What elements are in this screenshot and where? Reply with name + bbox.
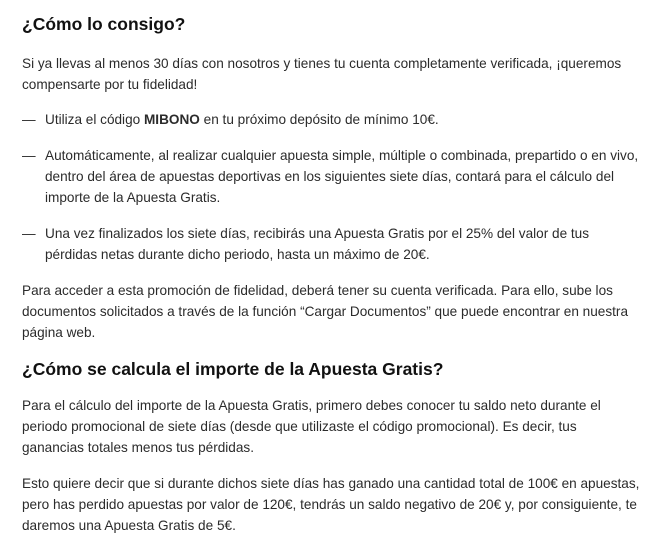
verification-paragraph: Para acceder a esta promoción de fidelidad, deberá tener su cuenta verificada. Para ello, sube los documentos solicitados a través de la función “Cargar Documentos” que puede encontrar en nuestra página web.: [22, 283, 629, 340]
list-item: [22, 145, 642, 208]
list-item-text: Una vez finalizados los siete días, recibirás una Apuesta Gratis por el 25% del valor de tus pérdidas netas durante dicho periodo, hasta un máximo de 20€.: [45, 226, 590, 262]
section-heading-how-to-get: ¿Cómo lo consigo?: [22, 14, 186, 34]
example-paragraph: Esto quiere decir que si durante dichos siete días has ganado una cantidad total de 100€ en apuestas, pero has perdido apuestas por valor de 120€, tendrás un saldo negativo de 20€ y, por consiguiente, te daremos una Apuesta Gratis de 5€.: [22, 476, 640, 533]
dash-bullet: —: [22, 226, 36, 241]
section-heading-calculation: ¿Cómo se calcula el importe de la Apuesta Gratis?: [22, 359, 444, 379]
list-item-text-after: en tu próximo depósito de mínimo 10€.: [199, 112, 439, 127]
dash-bullet: —: [22, 112, 36, 127]
list-item: [22, 109, 642, 130]
intro-paragraph: Si ya llevas al menos 30 días con nosotros y tienes tu cuenta completamente verificada, ¡queremos compensarte por tu fidelidad!: [22, 56, 622, 92]
dash-bullet: —: [22, 148, 36, 163]
list-item-text-before: Utiliza el código: [45, 112, 144, 127]
list-item: [22, 223, 642, 265]
steps-list: [22, 109, 642, 265]
promo-code: MIBONO: [143, 112, 200, 127]
calculation-paragraph: Para el cálculo del importe de la Apuesta Gratis, primero debes conocer tu saldo neto durante el periodo promocional de siete días (desde que utilizaste el código promocional). Es decir, tus ganancias totales menos tus pérdidas.: [22, 398, 601, 455]
list-item-text: Automáticamente, al realizar cualquier apuesta simple, múltiple o combinada, prepartido o en vivo, dentro del área de apuestas deportivas en los siguientes siete días, contará para el cálculo del importe de la Apuesta Gratis.: [45, 148, 639, 205]
